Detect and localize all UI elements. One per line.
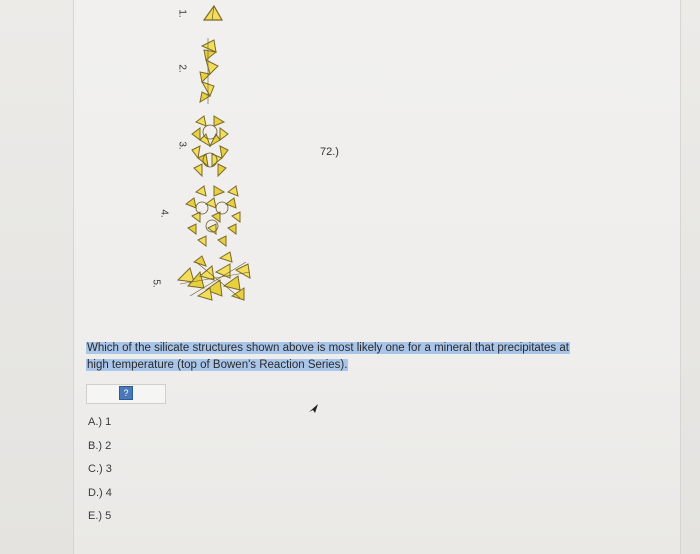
choice-d[interactable]: D.) 4 bbox=[88, 486, 112, 499]
question-text-line-1: Which of the silicate structures shown above is most likely one for a mineral that precipitates at bbox=[87, 342, 569, 354]
silicate-structures-figure bbox=[140, 0, 280, 305]
help-button[interactable]: ? bbox=[119, 386, 133, 400]
structure-5-framework bbox=[178, 252, 250, 300]
structure-1-isolated-tetrahedron bbox=[204, 6, 222, 20]
structure-5-label: 5. bbox=[150, 279, 162, 288]
question-text bbox=[86, 340, 626, 374]
structure-4-label: 4. bbox=[158, 209, 170, 218]
structure-3-double-chain bbox=[192, 116, 228, 176]
choice-e[interactable]: E.) 5 bbox=[88, 510, 112, 522]
structure-2-label: 2. bbox=[176, 64, 188, 73]
choice-a[interactable]: A.) 1 bbox=[88, 416, 112, 428]
structure-1-label: 1. bbox=[176, 9, 188, 18]
mouse-cursor-icon bbox=[309, 404, 319, 414]
structure-3-label: 3. bbox=[176, 141, 188, 150]
silicate-structures-drawing bbox=[140, 0, 280, 305]
choice-c[interactable]: C.) 3 bbox=[88, 463, 112, 475]
question-text-line-2: high temperature (top of Bowen's Reaction Series). bbox=[87, 359, 348, 371]
structure-4-sheet bbox=[186, 186, 240, 246]
structure-2-single-chain bbox=[200, 38, 218, 104]
answer-choices bbox=[88, 412, 112, 530]
choice-b[interactable]: B.) 2 bbox=[88, 439, 112, 452]
question-number: 72.) bbox=[320, 146, 339, 158]
